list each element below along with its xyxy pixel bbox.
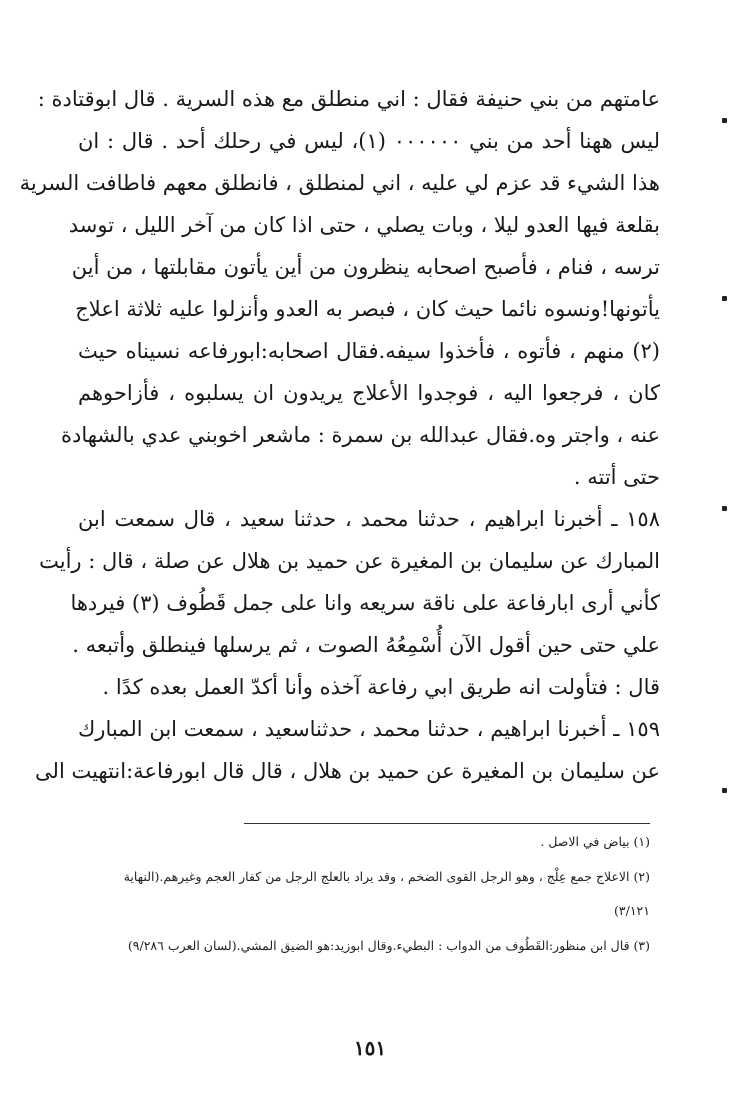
margin-mark bbox=[722, 506, 727, 511]
text-line: عامتهم من بني حنيفة فقال : اني منطلق مع هذه السرية . قال ابوقتادة : bbox=[37, 87, 660, 111]
margin-mark bbox=[722, 296, 727, 301]
footnote-3: (٣) قال ابن منظور:القَطُوف من الدواب : البطيء.وقال ابوزيد:هو الضيق المشي.(لسان العرب ٩/٢٨٦) bbox=[127, 938, 650, 953]
footnote-2: (٢) الاعلاج جمع عِلْج ، وهو الرجل القوى الضخم ، وقد يراد بالعلج الرجل من كفار العجم وغيرهم.(النهاية bbox=[123, 869, 650, 884]
footnotes bbox=[98, 832, 650, 956]
text-line: يأتونها!ونسوه نائما حيث كان ، فبصر به العدو وأنزلوا عليه ثلاثة اعلاج bbox=[75, 297, 660, 321]
text-line: (٢) منهم ، فأتوه ، فأخذوا سيفه.فقال اصحابه:ابورفاعه نسيناه حيث bbox=[78, 339, 660, 363]
main-text bbox=[19, 78, 660, 792]
text-line: المبارك عن سليمان بن المغيرة عن حميد بن هلال عن صلة ، قال : رأيت bbox=[39, 549, 660, 573]
text-line: علي حتى حين أقول الآن أُسْمِعُهُ الصوت ، ثم يرسلها فينطلق وأتبعه . bbox=[72, 633, 660, 657]
hadith-158-line: ١٥٨ ـ أخبرنا ابراهيم ، حدثنا محمد ، حدثنا سعيد ، قال سمعت ابن bbox=[78, 507, 660, 531]
text-line: عنه ، واجتر وه.فقال عبدالله بن سمرة : ماشعر اخوبني عدي بالشهادة bbox=[60, 423, 660, 447]
margin-mark bbox=[722, 788, 727, 793]
text-line: قال : فتأولت انه طريق ابي رفاعة آخذه وأنا أكدّ العمل بعده كدًا . bbox=[102, 675, 660, 699]
text-line: بقلعة فيها العدو ليلا ، وبات يصلي ، حتى اذا كان من آخر الليل ، توسد bbox=[68, 213, 660, 237]
text-line: ليس ههنا أحد من بني ٠٠٠٠٠٠ (١)، ليس في رحلك أحد . قال : ان bbox=[78, 129, 660, 153]
footnote-separator bbox=[244, 823, 650, 824]
text-line: عن سليمان بن المغيرة عن حميد بن هلال ، قال قال ابورفاعة:انتهيت الى bbox=[35, 759, 660, 783]
text-line: كأني أرى ابارفاعة على ناقة سريعه وانا على جمل قَطُوف (٣) فيردها bbox=[70, 591, 660, 615]
footnote-1: (١) بياض في الاصل . bbox=[540, 834, 650, 849]
page-number: ١٥١ bbox=[353, 1036, 387, 1060]
text-line: هذا الشيء قد عزم لي عليه ، اني لمنطلق ، فانطلق معهم فاطافت السرية bbox=[19, 171, 660, 195]
margin-mark bbox=[722, 118, 727, 123]
text-line: ترسه ، فنام ، فأصبح اصحابه ينظرون من أين يأتون مقابلتها ، من أين bbox=[71, 255, 660, 279]
hadith-159-line: ١٥٩ ـ أخبرنا ابراهيم ، حدثنا محمد ، حدثناسعيد ، سمعت ابن المبارك bbox=[78, 717, 660, 741]
text-line: حتى أتته . bbox=[573, 465, 660, 489]
text-line: كان ، فرجعوا اليه ، فوجدوا الأعلاج يريدون ان يسلبوه ، فأزاحوهم bbox=[78, 381, 660, 405]
footnote-2-continued: ٣/١٢١) bbox=[614, 903, 650, 918]
